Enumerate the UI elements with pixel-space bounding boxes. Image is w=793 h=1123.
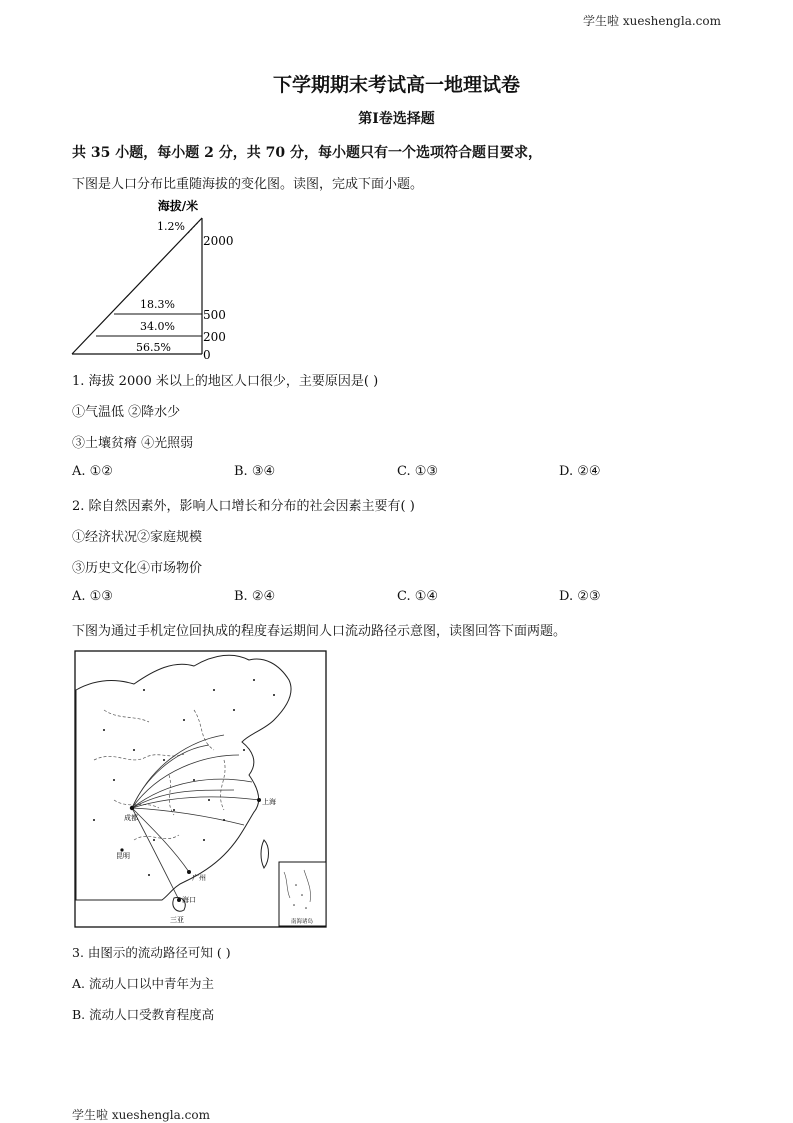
pct-500-2000: 18.3%: [140, 298, 175, 311]
slope-line: [72, 218, 202, 354]
label-haikou: 海口: [182, 896, 196, 904]
q2-choices-line2: ③历史文化④市场物价: [72, 561, 203, 576]
label-chengdu: 成都: [124, 814, 138, 822]
tick-200: 200: [203, 330, 226, 344]
tick-0: 0: [203, 348, 211, 362]
q3-option-b[interactable]: B. 流动人口受教育程度高: [72, 1007, 215, 1022]
q1-stem: 1. 海拔 2000 米以上的地区人口很少，主要原因是( ): [72, 374, 379, 389]
label-sanya: 三亚: [170, 916, 184, 924]
q1-option-d[interactable]: D. ②④: [559, 464, 601, 479]
q3-option-a[interactable]: A. 流动人口以中青年为主: [72, 976, 214, 991]
q2-choices-line1: ①经济状况②家庭规模: [72, 530, 203, 545]
page-title: 下学期期末考试高一地理试卷: [272, 74, 520, 96]
instructions: 共 35 小题，每小题 2 分，共 70 分，每小题只有一个选项符合题目要求，: [72, 145, 542, 161]
q1-option-a[interactable]: A. ①②: [72, 464, 113, 479]
section-title: 第Ⅰ卷选择题: [358, 111, 435, 127]
q2-option-c[interactable]: C. ①④: [397, 589, 439, 604]
intro-text-1: 下图是人口分布比重随海拔的变化图。读图，完成下面小题。: [72, 177, 424, 192]
inset-label: 南海诸岛: [290, 919, 314, 925]
migration-map: [74, 650, 328, 928]
intro-text-2: 下图为通过手机定位回执成的程度春运期间人口流动路径示意图，读图回答下面两题。: [72, 624, 567, 639]
q1-choices-line2: ③土壤贫瘠 ④光照弱: [72, 436, 194, 451]
q2-option-d[interactable]: D. ②③: [559, 589, 601, 604]
label-shanghai: 上海: [262, 798, 276, 806]
pct-above-2000: 1.2%: [157, 220, 185, 233]
q1-option-c[interactable]: C. ①③: [397, 464, 439, 479]
q1-choices-line1: ①气温低 ②降水少: [72, 405, 181, 420]
south-sea-inset: [279, 862, 326, 926]
header-site: 学生啦 xueshengla.com: [583, 14, 721, 28]
footer-site: 学生啦 xueshengla.com: [72, 1108, 210, 1122]
q2-option-a[interactable]: A. ①③: [72, 589, 113, 604]
q1-option-b[interactable]: B. ③④: [234, 464, 276, 479]
tick-500: 500: [203, 308, 226, 322]
tick-2000: 2000: [203, 234, 234, 248]
q2-stem: 2. 除自然因素外，影响人口增长和分布的社会因素主要有( ): [72, 499, 415, 514]
q2-option-b[interactable]: B. ②④: [234, 589, 276, 604]
axis-title: 海拔/米: [157, 199, 199, 213]
pct-0-200: 56.5%: [136, 341, 171, 354]
pct-200-500: 34.0%: [140, 320, 175, 333]
label-guangzhou: 广州: [192, 874, 206, 882]
label-kunming: 昆明: [116, 852, 130, 860]
q3-stem: 3. 由图示的流动路径可知 ( ): [72, 945, 231, 960]
altitude-population-figure: [70, 196, 245, 362]
